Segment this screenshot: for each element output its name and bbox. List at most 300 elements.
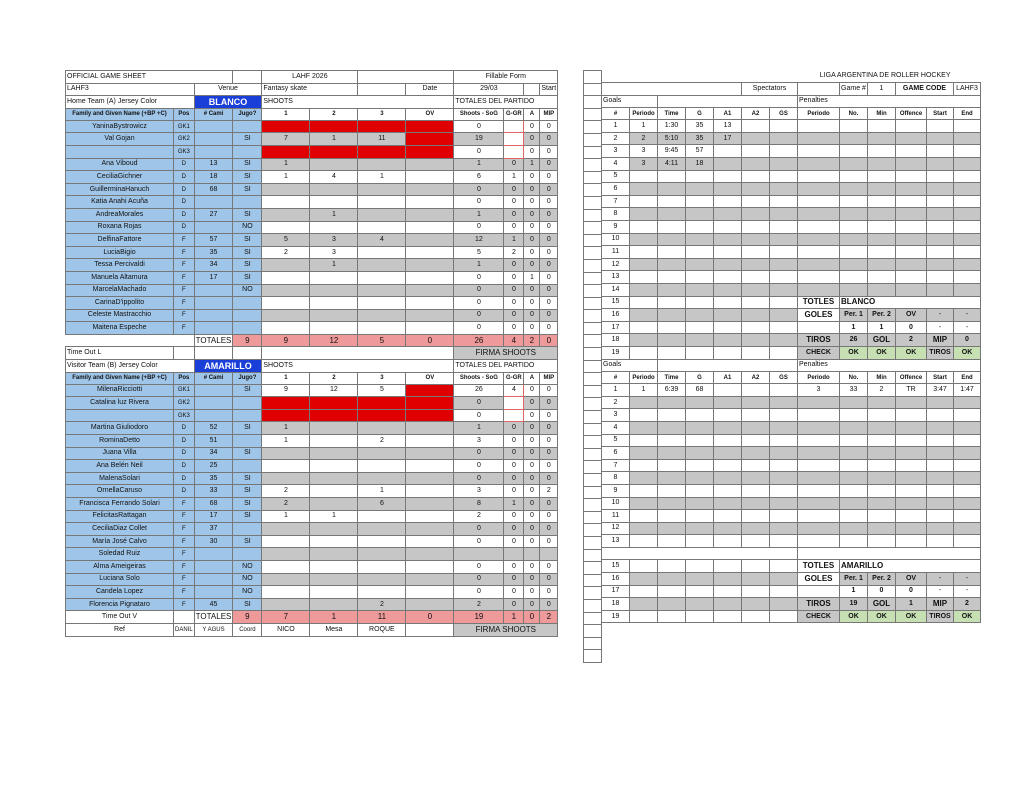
player-name[interactable]: AndreaMorales (66, 208, 174, 221)
shot-p1-cell[interactable] (262, 145, 310, 158)
player-number[interactable] (194, 397, 233, 410)
goal-assist1[interactable] (714, 145, 742, 158)
firma-shoots-visitor: FIRMA SHOOTS (454, 623, 558, 636)
shot-p3-cell[interactable] (358, 158, 406, 171)
goal-assist1[interactable]: 17 (714, 132, 742, 145)
player-name[interactable]: Francisca Ferrando Solari (66, 498, 174, 511)
player-name[interactable]: Ana Belén Neil (66, 460, 174, 473)
shot-p3-cell[interactable] (358, 208, 406, 221)
shot-p3-cell[interactable] (358, 120, 406, 133)
home-ov-value: 0 (896, 321, 927, 334)
shot-p2-cell[interactable] (310, 284, 358, 297)
player-number[interactable] (194, 145, 233, 158)
player-number[interactable] (194, 309, 233, 322)
shot-p4-cell[interactable] (406, 221, 454, 234)
player-name[interactable]: Florencia Pignataro (66, 598, 174, 611)
shot-p1-cell[interactable]: 1 (262, 158, 310, 171)
shot-p4-cell[interactable] (406, 447, 454, 460)
shot-p3-cell[interactable] (358, 284, 406, 297)
player-name[interactable]: Alma Ameigeiras (66, 560, 174, 573)
shot-p1-cell[interactable] (262, 284, 310, 297)
shot-p3-cell[interactable] (358, 510, 406, 523)
goal-assist1[interactable] (714, 158, 742, 171)
player-played[interactable]: SI (233, 447, 262, 460)
player-number[interactable]: 33 (194, 485, 233, 498)
shot-p1-cell[interactable]: 9 (262, 384, 310, 397)
shot-p3-cell[interactable] (358, 221, 406, 234)
shot-p3-cell[interactable] (358, 586, 406, 599)
shot-p4-cell[interactable] (406, 133, 454, 146)
player-played[interactable]: SI (233, 259, 262, 272)
player-number[interactable] (194, 297, 233, 310)
shot-p1-cell[interactable] (262, 523, 310, 536)
shot-p3-cell[interactable]: 2 (358, 598, 406, 611)
player-name[interactable]: Manuela Altamura (66, 271, 174, 284)
shot-p2-cell[interactable] (310, 196, 358, 209)
goal-cell (630, 560, 658, 573)
player-number[interactable] (194, 409, 233, 422)
shot-p2-cell[interactable]: 1 (310, 259, 358, 272)
shot-p3-cell[interactable] (358, 397, 406, 410)
shot-p2-cell[interactable]: 1 (310, 510, 358, 523)
shot-p3-cell[interactable] (358, 409, 406, 422)
shot-p1-cell[interactable] (262, 535, 310, 548)
player-played[interactable]: SI (233, 133, 262, 146)
player-number[interactable]: 57 (194, 234, 233, 247)
shot-p4-cell[interactable] (406, 208, 454, 221)
player-number[interactable] (194, 133, 233, 146)
player-played[interactable] (233, 297, 262, 310)
shot-p1-cell[interactable] (262, 560, 310, 573)
player-played[interactable]: SI (233, 171, 262, 184)
player-played[interactable] (233, 548, 262, 561)
player-played[interactable] (233, 196, 262, 209)
shot-p4-cell[interactable] (406, 234, 454, 247)
player-played[interactable] (233, 145, 262, 158)
shot-p3-cell[interactable] (358, 246, 406, 259)
goal-time[interactable]: 5:10 (658, 132, 686, 145)
shot-p3-cell[interactable]: 11 (358, 133, 406, 146)
shot-p1-cell[interactable] (262, 460, 310, 473)
goal-period[interactable]: 1 (630, 384, 658, 397)
player-number[interactable]: 30 (194, 535, 233, 548)
player-name[interactable]: Candela Lopez (66, 586, 174, 599)
player-played[interactable]: SI (233, 234, 262, 247)
player-name[interactable]: Katia Anahi Acuña (66, 196, 174, 209)
shot-p4-cell[interactable] (406, 322, 454, 335)
shot-p4-cell[interactable] (406, 145, 454, 158)
player-name[interactable]: CarinaD'ippolito (66, 297, 174, 310)
player-name[interactable]: YaninaBystrowicz (66, 120, 174, 133)
game-number: 1 (868, 83, 896, 96)
player-played[interactable]: SI (233, 472, 262, 485)
player-name[interactable]: Tessa Percivaldi (66, 259, 174, 272)
shot-p2-cell[interactable]: 12 (310, 384, 358, 397)
player-number[interactable] (194, 196, 233, 209)
goal-gs[interactable] (770, 145, 798, 158)
shot-p4-cell[interactable] (406, 485, 454, 498)
shot-p4-cell[interactable] (406, 196, 454, 209)
shot-p3-cell[interactable] (358, 259, 406, 272)
shot-p2-cell[interactable] (310, 598, 358, 611)
shot-p2-cell[interactable]: 1 (310, 208, 358, 221)
goal-cell (770, 434, 798, 447)
shot-p4-cell[interactable] (406, 397, 454, 410)
player-name[interactable] (66, 145, 174, 158)
player-name[interactable]: Martina Giuliodoro (66, 422, 174, 435)
goal-period[interactable]: 2 (630, 132, 658, 145)
player-number[interactable]: 17 (194, 510, 233, 523)
player-name[interactable]: LuciaBigio (66, 246, 174, 259)
shot-p3-cell[interactable]: 1 (358, 485, 406, 498)
goal-cell (658, 434, 686, 447)
shot-p4-cell[interactable] (406, 573, 454, 586)
player-name[interactable]: Maitena Espeche (66, 322, 174, 335)
shot-p2-cell[interactable]: 3 (310, 246, 358, 259)
goal-assist2[interactable] (742, 384, 770, 397)
player-played[interactable]: SI (233, 158, 262, 171)
goal-scorer[interactable]: 68 (686, 384, 714, 397)
player-name[interactable]: MalenaSolari (66, 472, 174, 485)
shot-p4-cell[interactable] (406, 586, 454, 599)
player-number[interactable]: 68 (194, 183, 233, 196)
player-name[interactable]: CeciliaGichner (66, 171, 174, 184)
shot-p2-cell[interactable] (310, 460, 358, 473)
goal-cell (770, 535, 798, 548)
shot-p3-cell[interactable] (358, 271, 406, 284)
shot-p4-cell[interactable] (406, 498, 454, 511)
player-number[interactable]: 35 (194, 246, 233, 259)
penalty-cell (927, 459, 954, 472)
player-played[interactable]: NO (233, 221, 262, 234)
player-number[interactable] (194, 120, 233, 133)
player-number[interactable] (194, 384, 233, 397)
shot-p1-cell[interactable] (262, 586, 310, 599)
penalty-cell (927, 284, 954, 297)
player-name[interactable]: Soledad Ruiz (66, 548, 174, 561)
goal-cell (714, 346, 742, 359)
player-number[interactable]: 18 (194, 171, 233, 184)
player-played[interactable]: SI (233, 485, 262, 498)
player-name[interactable]: MilenaRicciotti (66, 384, 174, 397)
shot-p3-cell[interactable]: 5 (358, 384, 406, 397)
player-number[interactable] (194, 221, 233, 234)
shot-p2-cell[interactable]: 4 (310, 171, 358, 184)
goal-scorer[interactable]: 35 (686, 120, 714, 133)
shot-p3-cell[interactable] (358, 183, 406, 196)
shot-p4-cell[interactable] (406, 158, 454, 171)
shot-p1-cell[interactable]: 1 (262, 171, 310, 184)
goal-time[interactable]: 9:45 (658, 145, 686, 158)
shot-p2-cell[interactable] (310, 221, 358, 234)
shot-p2-cell[interactable] (310, 297, 358, 310)
shot-p4-cell[interactable] (406, 120, 454, 133)
shot-p2-cell[interactable] (310, 120, 358, 133)
player-number[interactable]: 34 (194, 447, 233, 460)
shot-p2-cell[interactable]: 1 (310, 133, 358, 146)
shot-p3-cell[interactable]: 6 (358, 498, 406, 511)
shot-p1-cell[interactable] (262, 120, 310, 133)
player-number[interactable] (194, 560, 233, 573)
player-number[interactable] (194, 573, 233, 586)
shot-p3-cell[interactable] (358, 145, 406, 158)
player-number[interactable]: 51 (194, 435, 233, 448)
goal-assist1[interactable]: 13 (714, 120, 742, 133)
goal-scorer[interactable]: 18 (686, 158, 714, 171)
goal-scorer[interactable]: 57 (686, 145, 714, 158)
player-number[interactable]: 25 (194, 460, 233, 473)
shot-p3-cell[interactable]: 2 (358, 435, 406, 448)
shot-p4-cell[interactable] (406, 271, 454, 284)
shot-p3-cell[interactable] (358, 460, 406, 473)
player-number[interactable]: 17 (194, 271, 233, 284)
player-played[interactable]: SI (233, 498, 262, 511)
shot-p2-cell[interactable] (310, 573, 358, 586)
shot-p4-cell[interactable] (406, 384, 454, 397)
shot-p2-cell[interactable] (310, 586, 358, 599)
player-number[interactable] (194, 322, 233, 335)
shot-p1-cell[interactable] (262, 598, 310, 611)
player-name[interactable]: Val Gojan (66, 133, 174, 146)
goal-assist2[interactable] (742, 120, 770, 133)
player-pos: F (174, 309, 195, 322)
goal-time[interactable]: 1:30 (658, 120, 686, 133)
shot-p3-cell[interactable]: 1 (358, 171, 406, 184)
player-played[interactable]: NO (233, 586, 262, 599)
shot-p4-cell[interactable] (406, 435, 454, 448)
shot-p2-cell[interactable] (310, 472, 358, 485)
player-played[interactable] (233, 435, 262, 448)
player-number[interactable] (194, 548, 233, 561)
shot-p2-cell[interactable] (310, 158, 358, 171)
goal-gs[interactable] (770, 384, 798, 397)
player-name[interactable]: Catalina luz Rivera (66, 397, 174, 410)
player-name[interactable]: DelfinaFattore (66, 234, 174, 247)
player-played[interactable] (233, 120, 262, 133)
shot-p2-cell[interactable] (310, 397, 358, 410)
shot-p1-cell[interactable] (262, 573, 310, 586)
shot-p1-cell[interactable] (262, 183, 310, 196)
player-played[interactable]: NO (233, 560, 262, 573)
player-name[interactable]: María José Calvo (66, 535, 174, 548)
player-name[interactable]: Luciana Solo (66, 573, 174, 586)
goal-number: 16 (602, 309, 630, 322)
player-name[interactable]: RominaDetto (66, 435, 174, 448)
shot-p3-cell[interactable] (358, 309, 406, 322)
player-played[interactable]: SI (233, 208, 262, 221)
player-number[interactable] (194, 284, 233, 297)
shot-p2-cell[interactable] (310, 145, 358, 158)
goal-assist1[interactable] (714, 384, 742, 397)
total-a-home: 2 (524, 334, 540, 347)
player-played[interactable] (233, 409, 262, 422)
shot-p1-cell[interactable] (262, 397, 310, 410)
shot-p1-cell[interactable] (262, 409, 310, 422)
shot-p2-cell[interactable] (310, 485, 358, 498)
player-number[interactable]: 37 (194, 523, 233, 536)
player-played[interactable]: SI (233, 510, 262, 523)
shot-p3-cell[interactable] (358, 196, 406, 209)
shot-p2-cell[interactable] (310, 271, 358, 284)
shot-p4-cell[interactable] (406, 535, 454, 548)
player-played[interactable]: SI (233, 422, 262, 435)
shot-p1-cell[interactable] (262, 196, 310, 209)
player-number[interactable]: 13 (194, 158, 233, 171)
shot-p4-cell[interactable] (406, 409, 454, 422)
shot-p4-cell[interactable] (406, 510, 454, 523)
player-number[interactable]: 45 (194, 598, 233, 611)
player-name[interactable]: FelicitasRattagan (66, 510, 174, 523)
shot-p1-cell[interactable]: 1 (262, 422, 310, 435)
player-played[interactable]: SI (233, 183, 262, 196)
player-name[interactable]: OrnellaCaruso (66, 485, 174, 498)
goal-gs[interactable] (770, 132, 798, 145)
player-played[interactable]: SI (233, 598, 262, 611)
shot-p3-cell[interactable] (358, 422, 406, 435)
player-played[interactable]: NO (233, 573, 262, 586)
shot-p3-cell[interactable] (358, 472, 406, 485)
goal-period[interactable]: 3 (630, 145, 658, 158)
player-number[interactable]: 27 (194, 208, 233, 221)
shot-p2-cell[interactable] (310, 447, 358, 460)
shot-p4-cell[interactable] (406, 284, 454, 297)
goal-assist2[interactable] (742, 145, 770, 158)
player-number[interactable]: 35 (194, 472, 233, 485)
shot-p1-cell[interactable] (262, 271, 310, 284)
shot-p2-cell[interactable] (310, 183, 358, 196)
player-name[interactable] (66, 409, 174, 422)
player-number[interactable]: 52 (194, 422, 233, 435)
shot-p2-cell[interactable] (310, 535, 358, 548)
goal-time[interactable]: 4:11 (658, 158, 686, 171)
shot-p2-cell[interactable] (310, 560, 358, 573)
goal-period[interactable]: 1 (630, 120, 658, 133)
shot-p1-cell[interactable] (262, 259, 310, 272)
player-name[interactable]: CeciliaDiaz Collet (66, 523, 174, 536)
shot-p3-cell[interactable] (358, 548, 406, 561)
shot-p1-cell[interactable] (262, 297, 310, 310)
shot-p1-cell[interactable]: 7 (262, 133, 310, 146)
shot-p4-cell[interactable] (406, 523, 454, 536)
player-name[interactable]: GuillerminaHanuch (66, 183, 174, 196)
player-ggr: 4 (504, 384, 524, 397)
shot-p4-cell[interactable] (406, 598, 454, 611)
goal-period[interactable]: 3 (630, 158, 658, 171)
player-number[interactable] (194, 586, 233, 599)
shot-p1-cell[interactable]: 1 (262, 435, 310, 448)
player-played[interactable] (233, 397, 262, 410)
player-number[interactable]: 34 (194, 259, 233, 272)
goal-cell (658, 208, 686, 221)
shot-p3-cell[interactable] (358, 297, 406, 310)
goal-gs[interactable] (770, 120, 798, 133)
player-name[interactable]: MarcelaMachado (66, 284, 174, 297)
shot-p1-cell[interactable]: 2 (262, 498, 310, 511)
player-played[interactable] (233, 460, 262, 473)
shot-p1-cell[interactable] (262, 322, 310, 335)
shot-p3-cell[interactable] (358, 535, 406, 548)
goal-gs[interactable] (770, 158, 798, 171)
shot-p1-cell[interactable]: 2 (262, 246, 310, 259)
goal-assist2[interactable] (742, 158, 770, 171)
player-name[interactable]: Juana Villa (66, 447, 174, 460)
shot-p2-cell[interactable] (310, 322, 358, 335)
player-played[interactable]: SI (233, 271, 262, 284)
shot-p2-cell[interactable] (310, 523, 358, 536)
shot-p2-cell[interactable] (310, 409, 358, 422)
shot-p4-cell[interactable] (406, 259, 454, 272)
shot-p1-cell[interactable] (262, 548, 310, 561)
row-index (584, 474, 602, 487)
player-played[interactable]: SI (233, 246, 262, 259)
shot-p1-cell[interactable]: 1 (262, 510, 310, 523)
shot-p1-cell[interactable] (262, 309, 310, 322)
player-ggr: 0 (504, 535, 524, 548)
player-played[interactable]: SI (233, 535, 262, 548)
shot-p3-cell[interactable]: 4 (358, 234, 406, 247)
shot-p1-cell[interactable] (262, 208, 310, 221)
col-periodo: Periodo (630, 108, 658, 120)
shot-p1-cell[interactable]: 5 (262, 234, 310, 247)
player-pos: D (174, 183, 195, 196)
player-name[interactable]: Celeste Mastracchio (66, 309, 174, 322)
tiros-label-home-2: TIROS (927, 346, 954, 359)
shot-p2-cell[interactable] (310, 422, 358, 435)
shot-p4-cell[interactable] (406, 548, 454, 561)
player-played[interactable]: SI (233, 384, 262, 397)
shot-p2-cell[interactable] (310, 435, 358, 448)
home-color-label: Home Team (A) Jersey Color (66, 96, 195, 109)
shot-p4-cell[interactable] (406, 297, 454, 310)
shot-p3-cell[interactable] (358, 523, 406, 536)
shot-p4-cell[interactable] (406, 460, 454, 473)
shot-p1-cell[interactable] (262, 221, 310, 234)
shot-p3-cell[interactable] (358, 447, 406, 460)
shot-p4-cell[interactable] (406, 171, 454, 184)
goal-scorer[interactable]: 35 (686, 132, 714, 145)
penalty-cell (954, 120, 981, 133)
player-mip: 0 (540, 221, 558, 234)
shot-p3-cell[interactable] (358, 322, 406, 335)
shot-p4-cell[interactable] (406, 422, 454, 435)
player-assists: 0 (524, 259, 540, 272)
shot-p1-cell[interactable] (262, 472, 310, 485)
player-played[interactable]: NO (233, 284, 262, 297)
shot-p4-cell[interactable] (406, 246, 454, 259)
player-name[interactable]: Roxana Rojas (66, 221, 174, 234)
shot-p1-cell[interactable] (262, 447, 310, 460)
goal-assist2[interactable] (742, 132, 770, 145)
shot-p2-cell[interactable] (310, 548, 358, 561)
shot-p3-cell[interactable] (358, 560, 406, 573)
player-name[interactable]: Ana Viboud (66, 158, 174, 171)
shot-p4-cell[interactable] (406, 472, 454, 485)
shot-p2-cell[interactable]: 3 (310, 234, 358, 247)
player-number[interactable]: 68 (194, 498, 233, 511)
player-played[interactable] (233, 309, 262, 322)
player-played[interactable] (233, 523, 262, 536)
shot-p2-cell[interactable] (310, 498, 358, 511)
shot-p4-cell[interactable] (406, 309, 454, 322)
shot-p1-cell[interactable]: 2 (262, 485, 310, 498)
shot-p4-cell[interactable] (406, 183, 454, 196)
player-played[interactable] (233, 322, 262, 335)
goal-time[interactable]: 6:39 (658, 384, 686, 397)
table-row (66, 573, 558, 586)
shot-p4-cell[interactable] (406, 560, 454, 573)
shot-p2-cell[interactable] (310, 309, 358, 322)
shot-p3-cell[interactable] (358, 573, 406, 586)
